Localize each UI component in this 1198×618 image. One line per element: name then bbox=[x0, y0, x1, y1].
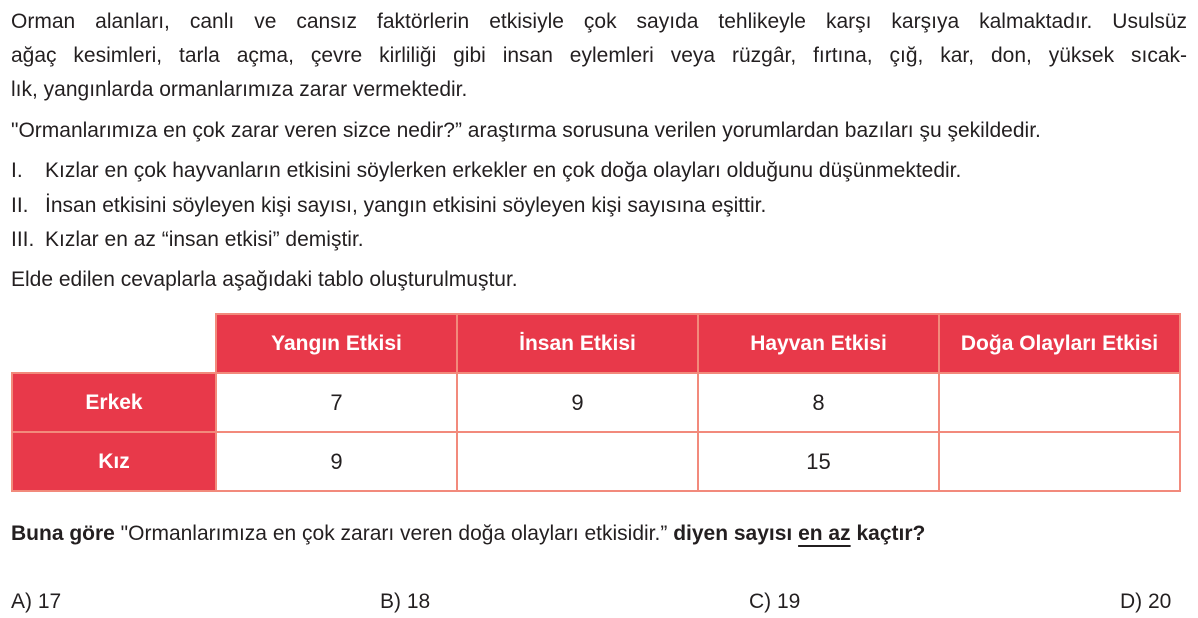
statement-number: III. bbox=[11, 228, 35, 251]
survey-table bbox=[11, 313, 1181, 492]
cell-erkek-yangin: 7 bbox=[216, 373, 457, 432]
header-hayvan: Hayvan Etkisi bbox=[698, 314, 939, 373]
statement-text: Kızlar en çok hayvanların etkisini söylerken erkekler en çok doğa olayları olduğunu düşünmektedir. bbox=[45, 159, 962, 182]
intro-line-1: Orman alanları, canlı ve cansız faktörlerin etkisiyle çok sayıda tehlikeyle karşı karşıya kalmaktadır. Usulsüz bbox=[11, 10, 1187, 33]
option-d[interactable]: D) 20 bbox=[1120, 590, 1172, 613]
row-label-erkek: Erkek bbox=[12, 373, 216, 432]
option-b[interactable]: B) 18 bbox=[380, 590, 431, 613]
research-question: "Ormanlarımıza en çok zarar veren sizce nedir?” araştırma sorusuna verilen yorumlardan bazıları şu şekildedir. bbox=[11, 119, 1041, 142]
statement-text: Kızlar en az “insan etkisi” demiştir. bbox=[45, 228, 364, 251]
statement-text: İnsan etkisini söyleyen kişi sayısı, yangın etkisini söyleyen kişi sayısına eşittir. bbox=[45, 194, 767, 217]
cell-kiz-hayvan: 15 bbox=[698, 432, 939, 491]
intro-line-2: ağaç kesimleri, tarla açma, çevre kirliliği gibi insan eylemleri veya rüzgâr, fırtına, çığ, kar, don, yüksek sıcak- bbox=[11, 44, 1187, 67]
cell-kiz-insan bbox=[457, 432, 698, 491]
statement-number: II. bbox=[11, 194, 29, 217]
statement-3 bbox=[11, 227, 364, 253]
statement-number: I. bbox=[11, 159, 23, 182]
table-header-row bbox=[12, 314, 1180, 373]
cell-kiz-doga bbox=[939, 432, 1180, 491]
cell-erkek-doga bbox=[939, 373, 1180, 432]
statement-2 bbox=[11, 193, 766, 219]
question-text bbox=[11, 521, 925, 547]
question-bold-suffix: kaçtır? bbox=[850, 522, 926, 545]
option-c[interactable]: C) 19 bbox=[749, 590, 801, 613]
table-corner bbox=[12, 314, 216, 373]
question-bold-prefix: Buna göre bbox=[11, 522, 115, 545]
cell-kiz-yangin: 9 bbox=[216, 432, 457, 491]
header-yangin: Yangın Etkisi bbox=[216, 314, 457, 373]
intro-line-3: lık, yangınlarda ormanlarımıza zarar vermektedir. bbox=[11, 78, 468, 101]
table-row bbox=[12, 373, 1180, 432]
question-bold-mid: diyen sayısı bbox=[673, 522, 799, 545]
question-quote: "Ormanlarımıza en çok zararı veren doğa olayları etkisidir.” bbox=[114, 522, 674, 545]
header-doga: Doğa Olayları Etkisi bbox=[939, 314, 1180, 373]
row-label-kiz: Kız bbox=[12, 432, 216, 491]
statement-1 bbox=[11, 158, 961, 184]
cell-erkek-hayvan: 8 bbox=[698, 373, 939, 432]
cell-erkek-insan: 9 bbox=[457, 373, 698, 432]
table-intro: Elde edilen cevaplarla aşağıdaki tablo oluşturulmuştur. bbox=[11, 268, 518, 291]
question-underlined: en az bbox=[798, 522, 851, 545]
header-insan: İnsan Etkisi bbox=[457, 314, 698, 373]
option-a[interactable]: A) 17 bbox=[11, 590, 62, 613]
table-row bbox=[12, 432, 1180, 491]
